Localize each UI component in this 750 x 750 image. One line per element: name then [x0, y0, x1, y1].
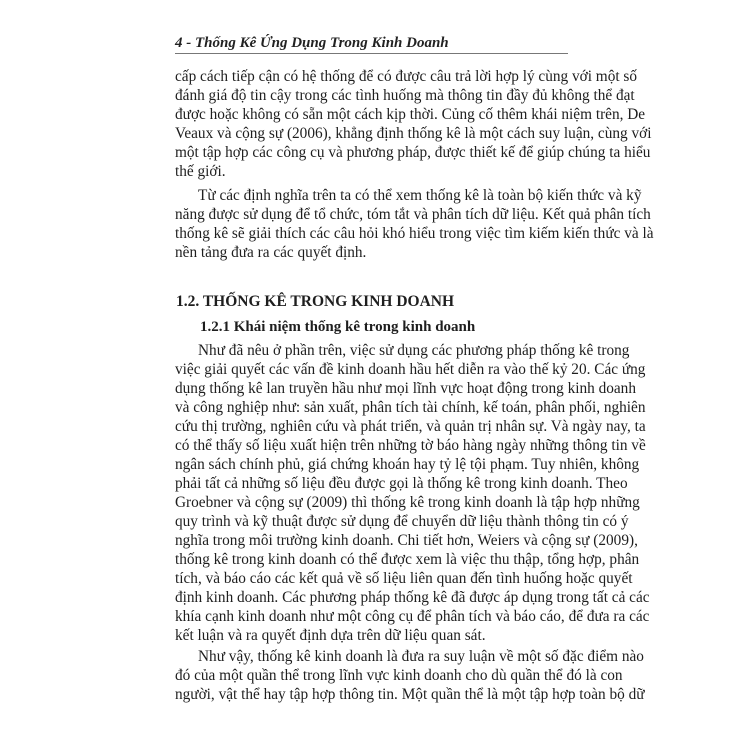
text-line: cấp cách tiếp cận có hệ thống để có được câu trả lời hợp lý cùng với một số — [175, 68, 638, 85]
text-line: khía cạnh kinh doanh như một công cụ để phân tích và báo cáo, để đưa ra các — [175, 608, 650, 625]
text-line: năng được sử dụng để tổ chức, tóm tắt và phân tích dữ liệu. Kết quả phân tích — [175, 206, 651, 223]
section-heading: 1.2. THỐNG KÊ TRONG KINH DOANH — [176, 293, 455, 310]
text-line: một tập hợp các công cụ và phương pháp, được thiết kế để giúp chúng ta hiểu — [175, 144, 651, 161]
text-line: được hoặc không có sẵn một cách kịp thời. Củng cố thêm khái niệm trên, De — [175, 106, 646, 123]
text-line: Groebner và cộng sự (2009) thì thống kê trong kinh doanh là tập hợp những — [175, 494, 640, 511]
text-line: Như đã nêu ở phần trên, việc sử dụng các phương pháp thống kê trong — [198, 342, 630, 359]
text-line: có thể thấy số liệu xuất hiện trên những tờ báo hàng ngày những thông tin về — [175, 437, 646, 454]
text-line: kết luận và ra quyết định dựa trên dữ liệu quan sát. — [175, 627, 486, 644]
text-line: quy trình và kỹ thuật được sử dụng để chuyển dữ liệu thành thông tin có ý — [175, 513, 629, 530]
text-line: dụng thống kê lan truyền hầu như mọi lĩnh vực hoạt động trong kinh doanh — [175, 380, 636, 397]
text-line: cứu thị trường, nghiên cứu và phát triển, và quản trị nhân sự. Và ngày nay, ta — [175, 418, 646, 435]
text-line: Từ các định nghĩa trên ta có thể xem thống kê là toàn bộ kiến thức và kỹ — [198, 187, 642, 204]
header-rule — [175, 53, 568, 54]
text-line: nghĩa trong môi trường kinh doanh. Chi tiết hơn, Weiers và cộng sự (2009), — [175, 532, 638, 549]
text-line: phải tất cả những số liệu đều được gọi là thống kê trong kinh doanh. Theo — [175, 475, 628, 492]
text-line: Như vậy, thống kê kinh doanh là đưa ra suy luận về một số đặc điểm nào — [198, 648, 644, 665]
text-line: tích, và báo cáo các kết quả về số liệu liên quan đến tình huống hoặc quyết — [175, 570, 633, 587]
text-line: thống kê trong kinh doanh có thể được xem là việc thu thập, tổng hợp, phân — [175, 551, 640, 568]
text-line: ngân sách chính phủ, giá chứng khoán hay tỷ lệ tội phạm. Tuy nhiên, không — [175, 456, 640, 473]
text-line: đánh giá độ tin cậy trong các tình huống mà thông tin đầy đủ không thể đạt — [175, 87, 635, 104]
text-line: và công nghiệp như: sản xuất, phân tích tài chính, kế toán, phân phối, nghiên — [175, 399, 646, 416]
subsection-heading: 1.2.1 Khái niệm thống kê trong kinh doanh — [200, 319, 476, 335]
text-line: nền tảng đưa ra các quyết định. — [175, 244, 367, 261]
text-line: thế giới. — [175, 163, 226, 180]
text-line: việc giải quyết các vấn đề kinh doanh hầu hết diễn ra vào thế kỷ 20. Các ứng — [175, 361, 646, 378]
text-line: người, vật thể hay tập hợp thông tin. Một quần thể là một tập hợp toàn bộ dữ — [175, 686, 645, 703]
text-line: đó của một quần thể trong lĩnh vực kinh doanh cho dù quần thể đó là con — [175, 667, 623, 684]
text-line: thống kê sẽ giải thích các câu hỏi khó hiểu trong việc tìm kiếm kiến thức và là — [175, 225, 654, 242]
text-line: Veaux và cộng sự (2006), khẳng định thống kê là một cách suy luận, cùng với — [175, 125, 652, 142]
text-line: định kinh doanh. Các phương pháp thống kê đã được áp dụng trong tất cả các — [175, 589, 650, 606]
running-header: 4 - Thống Kê Ứng Dụng Trong Kinh Doanh — [175, 35, 449, 51]
